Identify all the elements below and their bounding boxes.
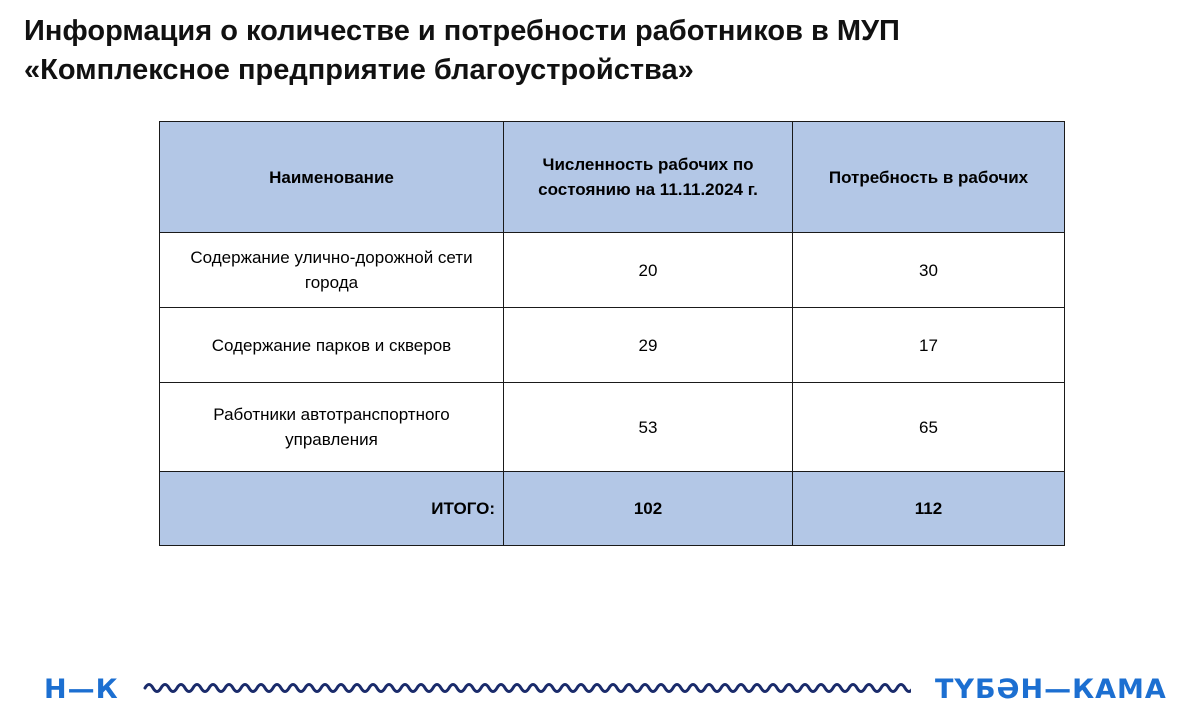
table-row (160, 308, 1065, 383)
total-need: 112 (793, 472, 1065, 546)
row-name: Содержание парков и скверов (160, 308, 504, 383)
row-need: 65 (793, 383, 1065, 472)
page-title (24, 12, 1174, 90)
page-title-line-1: Информация о количестве и потребности работников в МУП (24, 15, 900, 47)
row-name: Содержание улично-дорожной сети города (160, 233, 504, 308)
page-title-line-2: «Комплексное предприятие благоустройства» (24, 54, 694, 86)
header-count: Численность рабочих по состоянию на 11.11.2024 г. (504, 122, 793, 233)
table-row (160, 383, 1065, 472)
row-count: 29 (504, 308, 793, 383)
row-count: 20 (504, 233, 793, 308)
wave-line (145, 685, 911, 692)
row-need: 17 (793, 308, 1065, 383)
total-count: 102 (504, 472, 793, 546)
nk-logo: Н—К (44, 674, 119, 705)
table-header-row (160, 122, 1065, 233)
total-label: ИТОГО: (160, 472, 504, 546)
row-need: 30 (793, 233, 1065, 308)
header-need: Потребность в рабочих (793, 122, 1065, 233)
table-row (160, 233, 1065, 308)
tuben-kama-logo: ТҮБӘН—КАМА (935, 674, 1167, 705)
wave-divider-icon (143, 678, 911, 698)
table-total-row (160, 472, 1065, 546)
header-name: Наименование (160, 122, 504, 233)
row-name: Работники автотранспортного управления (160, 383, 504, 472)
row-count: 53 (504, 383, 793, 472)
workers-table (159, 121, 1065, 546)
